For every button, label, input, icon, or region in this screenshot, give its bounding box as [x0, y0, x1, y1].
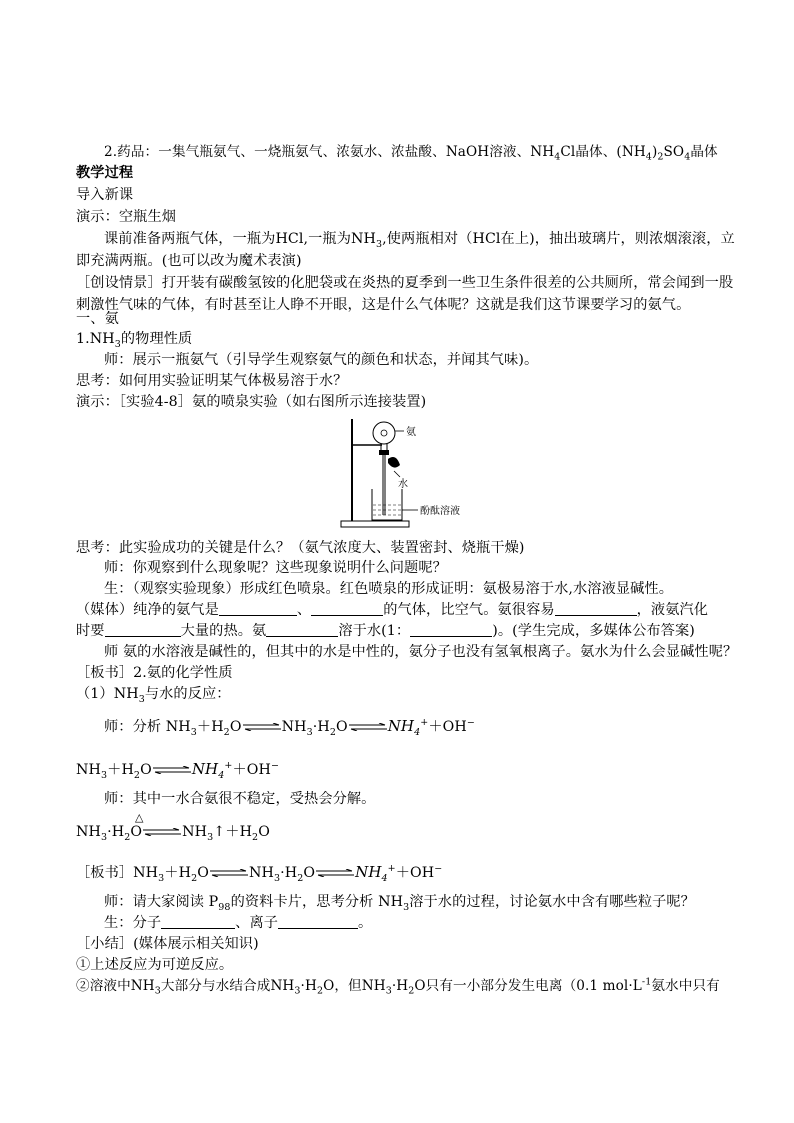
text-line: 课前准备两瓶气体，一瓶为HCl,一瓶为$NH_3$,使两瓶相对（HCl在上)，抽出玻璃片，则浓烟滚滚，立: [104, 231, 735, 250]
equation-line: ［板书$]NH_3+H_2O$ $NH_3\cdot H_2O$ $NH_4^++OH^-$: [76, 863, 443, 884]
reversible-arrow-icon: [143, 828, 181, 836]
fountain-apparatus-figure: [338, 415, 468, 533]
fill-blank-line: （媒体）纯净的氨气是 、 的气体，比空气。氨很容易 ，液氨汽化: [76, 602, 709, 618]
text-line: 思考：此实验成功的关键是什么？（氨气浓度大、装置密封、烧瓶干燥): [76, 540, 525, 556]
text-line: 生：（观察实验现象）形成红色喷泉。红色喷泉的形成证明：氨极易溶于水,水溶液显碱性。: [104, 581, 674, 597]
subsection-heading: $1.NH_3$的物理性质: [76, 331, 193, 350]
equation-line: $NH_3+H_2O$ $NH_4^++OH^-$: [76, 760, 279, 781]
label-water: 水: [398, 479, 408, 490]
text-line: 思考：如何用实验证明某气体极易溶于水？: [76, 373, 348, 389]
reversible-arrow-icon: [153, 766, 191, 774]
blank-field[interactable]: [278, 914, 358, 929]
label-ammonia: 氨: [406, 427, 416, 438]
blank-field[interactable]: [105, 622, 181, 637]
blank-field[interactable]: [161, 914, 235, 929]
blank-field[interactable]: [311, 601, 383, 616]
text-line: $(1)NH_3$与水的反应：: [76, 686, 231, 705]
blank-field[interactable]: [266, 622, 338, 637]
blank-field[interactable]: [410, 622, 492, 637]
reversible-arrow-icon: [243, 723, 281, 731]
blank-field[interactable]: [555, 601, 637, 616]
heat-symbol: △: [135, 811, 144, 824]
ammonium-ion: $NH_4^+$: [355, 863, 396, 884]
text-line: ①上述反应为可逆反应。: [76, 957, 234, 973]
fill-blank-line: 时要 大量的热。氨 溶于水(1： )。(学生完成，多媒体公布答案): [76, 623, 695, 639]
text-line: 演示：［实验4-8］氨的喷泉实验（如右图所示连接装置): [76, 394, 427, 410]
text-line: 师：请大家阅读 $P_{98}$的资料卡片，思考分析 $NH_3$溶于水的过程，讨论氨水中含有哪些粒子呢？: [104, 894, 695, 913]
reversible-arrow-icon: [316, 869, 354, 877]
text-line: 刺激性气味的气体，有时甚至让人睁不开眼，这是什么气体呢？这就是我们这节课要学习的氨气。: [76, 297, 691, 313]
equation-line: 师：分析 $NH_3+H_2O$ $NH_3\cdot H_2O$ $NH_4^++OH^-$: [104, 717, 475, 738]
text-line: 师：展示一瓶氨气（引导学生观察氨气的颜色和状态，并闻其气味)。: [104, 352, 539, 368]
fill-blank-line: 生：分子 、离子 。: [104, 915, 373, 931]
blank-field[interactable]: [219, 601, 297, 616]
text-line: ［创设情景］打开装有碳酸氢铵的化肥袋或在炎热的夏季到一些卫生条件很差的公共厕所，常会闻到一股: [76, 275, 734, 291]
text-line: 即充满两瓶。(也可以改为魔术表演): [76, 253, 302, 269]
summary-note: ［小结］(媒体展示相关知识): [76, 936, 259, 952]
text-line: 师：其中一水合氨很不稳定，受热会分解。: [104, 791, 376, 807]
ammonium-ion: $NH_4^+$: [191, 760, 233, 781]
text-line-reagents: 2.药品：一集气瓶氨气、一烧瓶氨气、浓氨水、浓盐酸、NaOH溶液、$NH_4Cl$晶体、$(NH_4)_2SO_4$晶体: [104, 144, 718, 163]
board-note: ［板书］2.氨的化学性质: [76, 665, 233, 681]
ammonium-ion: $NH_4^+$: [387, 717, 429, 738]
reversible-arrow-icon: [349, 723, 387, 731]
section-heading: 一、氨: [76, 311, 119, 327]
label-phenolphthalein: 酚酞溶液: [420, 506, 460, 517]
text-line: ②溶液中$NH_3$大部分与水结合成$NH_3\cdot H_2O$，但$NH_3\cdot H_2O$只有一小部分发生电离（0.1 $mol\cdot L^{-1}$氨水中只有: [76, 976, 720, 997]
equation-line: $NH_3\cdot H_2O$ $NH_3↑+H_2O$: [76, 824, 270, 843]
heading-teaching-process: 教学过程: [76, 165, 134, 181]
text-line: 师 氨的水溶液是碱性的，但其中的水是中性的，氨分子也没有氢氧根离子。氨水为什么会显碱性呢？: [104, 644, 738, 660]
text-line: 师：你观察到什么现象呢？这些现象说明什么问题呢？: [104, 560, 447, 576]
reversible-arrow-icon: [210, 869, 248, 877]
text-line: 演示：空瓶生烟: [76, 209, 177, 225]
text-line: 导入新课: [76, 187, 134, 203]
